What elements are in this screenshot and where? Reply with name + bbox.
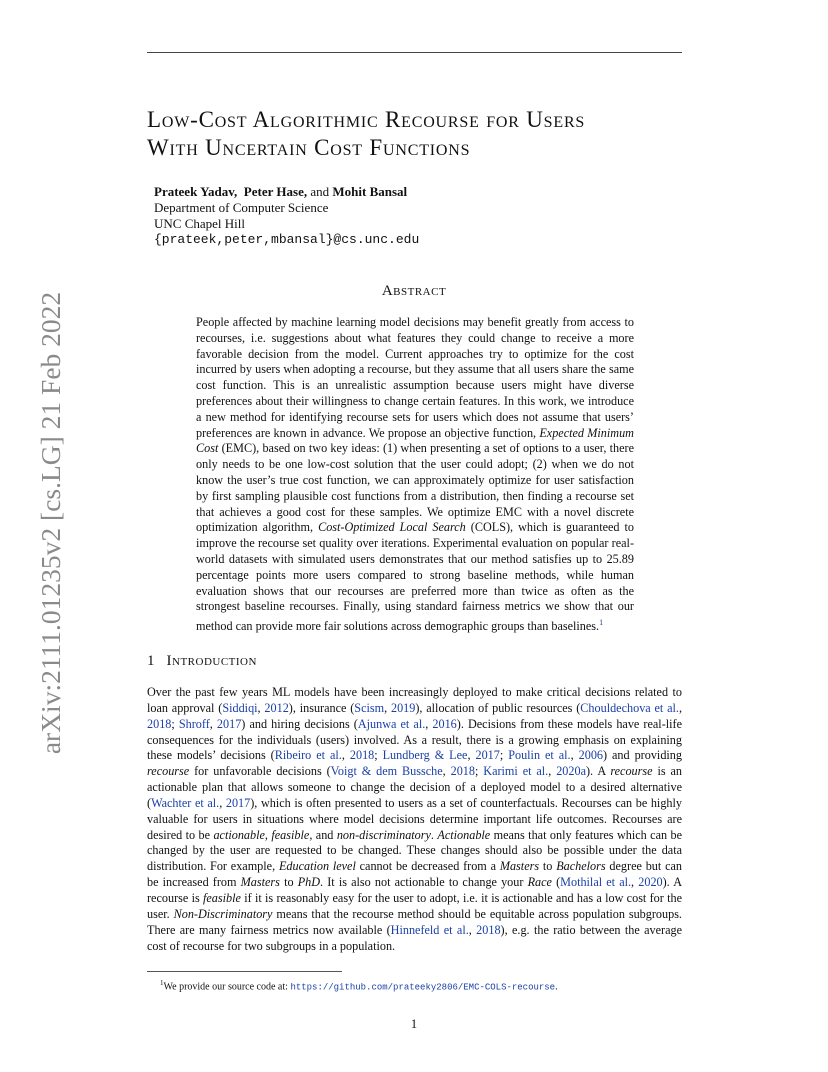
abstract-text xyxy=(196,315,634,635)
author-emails: {prateek,peter,mbansal}@cs.unc.edu xyxy=(154,232,420,247)
intro-text: ), allocation of public resources ( xyxy=(415,700,581,715)
introduction-paragraph xyxy=(147,685,682,954)
intro-text: , xyxy=(548,764,557,779)
emphasis: Masters xyxy=(240,875,280,890)
intro-text: Over the past few years ML models have been increasingly deployed to make critical decisions related to loan approval ( xyxy=(147,685,682,715)
citation-link[interactable]: Shroff xyxy=(178,716,210,731)
section-number: 1 xyxy=(147,653,155,669)
citation-link[interactable]: 2018 xyxy=(147,716,172,731)
page-number: 1 xyxy=(410,1017,418,1031)
emphasis: Expected Minimum Cost xyxy=(196,425,634,456)
intro-text: ; xyxy=(171,716,179,731)
title-line-1: Low-Cost Algorithmic Recourse for Users xyxy=(147,107,586,132)
intro-text: , xyxy=(341,748,350,763)
citation-link[interactable]: Lundberg & Lee xyxy=(382,748,468,763)
emphasis: Race xyxy=(527,875,552,890)
emphasis: Education level xyxy=(278,859,356,874)
intro-text: degree but can be increased from xyxy=(147,859,682,890)
title-line-2: With Uncertain Cost Functions xyxy=(147,135,471,160)
intro-text: ), which is often presented to users as a set of counterfactuals. Recourses can be highly valuable for users in situations where model decisions determine important life outcomes. Recourses are desired to be xyxy=(147,795,682,842)
intro-text: is an actionable plan that allows someone to change the decision of a deployed model to a desired alternative ( xyxy=(147,764,683,810)
intro-text: ). A recourse is xyxy=(147,875,683,905)
footnote-link[interactable]: 1 xyxy=(599,618,604,628)
citation-link[interactable]: Mothilal et al. xyxy=(560,875,632,890)
author-2: Peter Hase, xyxy=(243,184,308,199)
intro-text: , xyxy=(442,764,451,779)
intro-text: ), insurance ( xyxy=(288,700,355,715)
intro-text: ). A xyxy=(585,764,611,779)
intro-text: , xyxy=(257,700,265,715)
emphasis: Actionable xyxy=(437,827,491,842)
intro-text: . xyxy=(430,827,438,842)
intro-text: cannot be decreased from a xyxy=(355,859,500,874)
intro-text: ), e.g. the ratio between the average cost of recourse for two subgroups in a population. xyxy=(147,922,682,953)
abstract-part: People affected by machine learning model decisions may benefit greatly from access to recourses, i.e. suggestions about what features they could change to receive a more favorable decision from the model. Current approaches try to optimize for the cost incurred by users when adopting a recourse, but they assume that all users share the same cost function. This is an unrealistic assumption because users might have diverse preferences about their willingness to change certain features. In this work, we introduce a new method for identifying recourse sets for users which does not assume that users’ preferences are known in advance. We propose an objective function, xyxy=(196,315,634,440)
citation-link[interactable]: 2017 xyxy=(475,748,500,763)
affiliation-university: UNC Chapel Hill xyxy=(154,216,245,231)
emphasis: actionable xyxy=(213,827,265,842)
intro-text: , xyxy=(468,922,477,937)
affiliation-department: Department of Computer Science xyxy=(154,200,329,215)
footnote-end: . xyxy=(555,981,558,993)
intro-text: , xyxy=(384,700,391,715)
citation-link[interactable]: 2012 xyxy=(264,700,289,715)
citation-link[interactable]: Siddiqi xyxy=(222,700,258,715)
intro-text: , xyxy=(209,716,217,731)
intro-text: . It is also not actionable to change your xyxy=(320,875,528,890)
emphasis: PhD xyxy=(297,875,321,890)
arxiv-identifier[interactable]: arXiv:2111.01235v2 [cs.LG] 21 Feb 2022 xyxy=(35,291,66,755)
citation-link[interactable]: 2017 xyxy=(225,795,251,810)
section-title: Introduction xyxy=(166,653,257,669)
emphasis: feasible xyxy=(271,827,310,842)
intro-text: , xyxy=(467,748,476,763)
paper-title xyxy=(147,106,707,162)
author-1: Prateek Yadav, xyxy=(154,184,238,199)
citation-link[interactable]: Ribeiro et al. xyxy=(274,748,342,763)
citation-link[interactable]: 2018 xyxy=(349,748,375,763)
author-names xyxy=(154,184,419,200)
emphasis: feasible xyxy=(203,890,241,905)
citation-link[interactable]: 2017 xyxy=(216,716,242,731)
emphasis: Non-Discriminatory xyxy=(173,906,273,921)
citation-link[interactable]: 2018 xyxy=(450,764,475,779)
intro-text: , xyxy=(264,827,272,842)
header-rule xyxy=(147,52,682,53)
citation-link[interactable]: 2020a xyxy=(556,764,586,779)
emphasis: recourse xyxy=(610,764,653,779)
citation-link[interactable]: Chouldechova et al. xyxy=(580,700,679,715)
citation-link[interactable]: Scism xyxy=(354,700,385,715)
intro-text: ). Decisions from these models have real-life consequences for the individuals (users) involved. As a result, there is a growing emphasis on explaining these models’ decisions ( xyxy=(147,716,682,763)
author-3: Mohit Bansal xyxy=(332,184,408,199)
intro-text: , xyxy=(219,795,226,810)
intro-text: , and xyxy=(309,827,337,842)
abstract-part: (COLS), which is guaranteed to improve the recourse set quality over iterations. Experimental evaluation on popular real-world datasets with simulated users demonstrates that our method satisfies up to 25.89 percentage points more users compared to strong baseline methods, while human evaluation shows that our recourses are preferred more than twice as often as the strongest baseline recourses. Finally, using standard fairness metrics we show that our method can provide more fair solutions across demographic groups than baselines. xyxy=(196,520,634,634)
intro-text: ; xyxy=(374,748,383,763)
footnote-rule xyxy=(147,971,342,972)
intro-text: , xyxy=(570,748,579,763)
citation-link[interactable]: 2016 xyxy=(432,716,457,731)
intro-text: for unfavorable decisions ( xyxy=(189,764,331,779)
emphasis: Masters xyxy=(499,859,540,874)
citation-link[interactable]: 2006 xyxy=(578,748,603,763)
abstract-heading: Abstract xyxy=(381,283,447,299)
citation-link[interactable]: Voigt & dem Bussche xyxy=(330,764,443,779)
footnote xyxy=(160,977,558,994)
intro-text: to xyxy=(279,875,298,890)
citation-link[interactable]: 2020 xyxy=(638,875,663,890)
source-code-link[interactable]: https://github.com/prateeky2806/EMC-COLS-recourse xyxy=(290,982,556,993)
emphasis: non-discriminatory xyxy=(336,827,431,842)
citation-link[interactable]: 2018 xyxy=(476,922,501,937)
arxiv-stamp xyxy=(36,288,66,758)
intro-text: , xyxy=(631,875,639,890)
emphasis: Bachelors xyxy=(556,859,606,874)
intro-text: means that the recourse method should be equitable across population subgroups. There are many fairness metrics now available ( xyxy=(147,906,682,937)
abstract-part: (EMC), based on two key ideas: (1) when presenting a set of options to a user, there only needs to be one low-cost solution that the user could adopt; (2) when we do not know the user’s true cost function, we can approximately optimize for user satisfaction by first sampling plausible cost functions from a distribution, then finding a recourse set that achieves a good cost for these samples. We optimize EMC with a novel discrete optimization algorithm, xyxy=(196,441,634,535)
section-heading xyxy=(147,653,257,670)
intro-text: , xyxy=(425,716,433,731)
intro-text: , xyxy=(678,700,683,715)
intro-text: ; xyxy=(499,748,509,763)
citation-link[interactable]: 2019 xyxy=(390,700,416,715)
intro-text: means that only features which can be changed by the user are requested to be changed. These changes should also be possible under the data distribution. For example, xyxy=(147,827,683,874)
emphasis: Cost-Optimized Local Search xyxy=(318,520,466,535)
citation-link[interactable]: Wachter et al. xyxy=(151,795,220,810)
intro-text: ( xyxy=(551,875,561,890)
citation-link[interactable]: Hinnefeld et al. xyxy=(390,922,469,937)
citation-link[interactable]: Poulin et al. xyxy=(508,748,571,763)
citation-link[interactable]: Karimi et al. xyxy=(483,764,549,779)
author-conjunction: and xyxy=(310,184,330,199)
intro-text: ) and hiring decisions ( xyxy=(241,716,358,731)
footnote-text: We provide our source code at: xyxy=(163,981,291,993)
citation-link[interactable]: Ajunwa et al. xyxy=(357,716,426,731)
author-block xyxy=(154,184,419,248)
intro-text: ) and providing xyxy=(603,748,682,763)
emphasis: recourse xyxy=(147,764,190,779)
intro-text: if it is reasonably easy for the user to adopt, i.e. it is actionable and has a low cost for the user. xyxy=(147,890,683,921)
footnote-mark: 1 xyxy=(160,979,164,987)
intro-text: ; xyxy=(474,764,484,779)
intro-text: to xyxy=(539,859,557,874)
